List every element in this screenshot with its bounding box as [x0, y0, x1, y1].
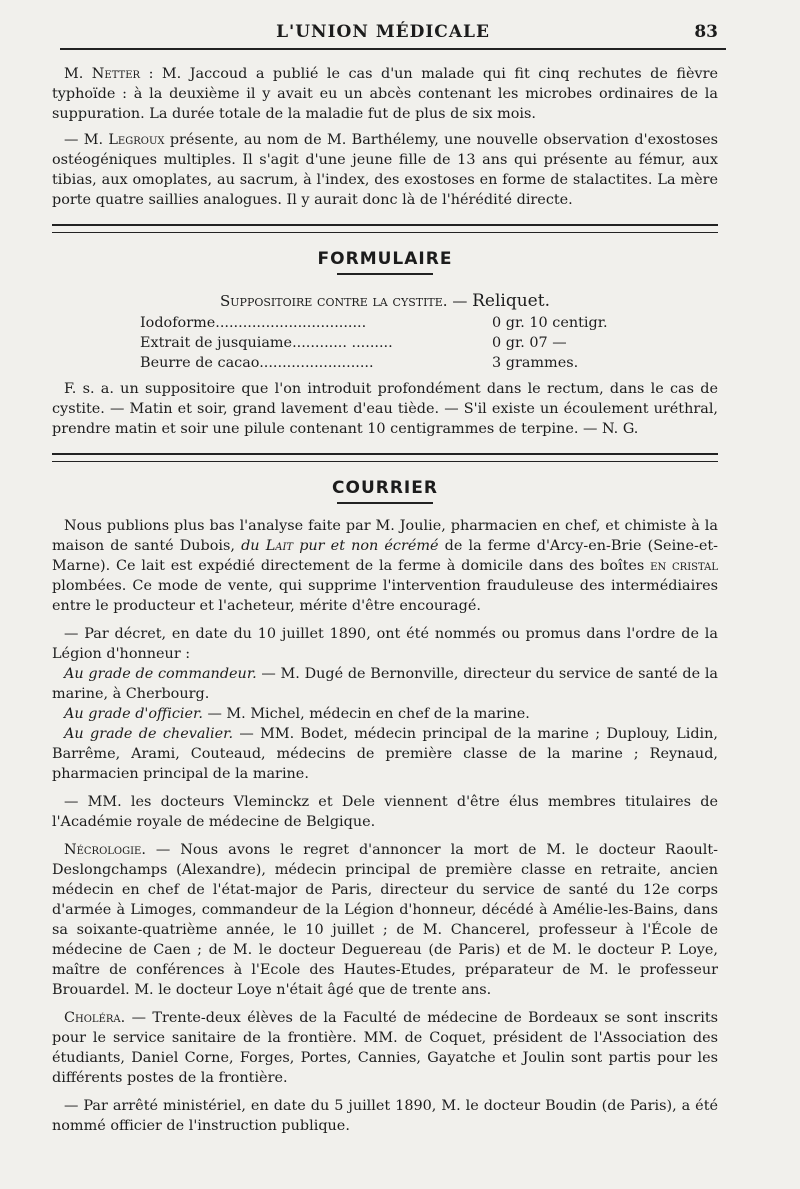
courrier-paragraph-cholera: [52, 1008, 718, 1088]
intro-paragraph-2-text: présente, au nom de M. Barthélemy, une nouvelle observation d'exostoses ostéogéniques multiples. Il s'agit d'une jeune fille de 13 ans qui présente au fémur, aux tibias, aux omoplates, au sacrum, à l'index, des exostoses en forme de stalactites. La mère porte quatre saillies analogues. Il y aurait donc là de l'hérédité directe.: [52, 132, 718, 208]
milk-text-pur: pur et non écrémé: [293, 538, 439, 554]
milk-text-e: de la ferme d'Arcy-en-Brie (Seine-et-Marne). Ce lait est expédié directement de la ferme à domicile dans des boîtes: [52, 538, 718, 574]
cholera-text: — Trente-deux élèves de la Faculté de médecine de Bordeaux se sont inscrits pour le service sanitaire de la frontière. MM. de Coquet, président de l'Association des étudiants, Daniel Corne, Forges, Portes, Cannies, Gayatche et Joulin sont partis pour les différents postes de la frontière.: [52, 1010, 718, 1086]
grade-commandeur-label: Au grade de commandeur.: [64, 666, 257, 682]
courrier-paragraph-chevalier: [52, 724, 718, 784]
recipe-heading: [52, 291, 718, 311]
milk-text-du: du: [241, 538, 266, 554]
ingredient-name: Extrait de jusquiame............ .........: [140, 335, 393, 351]
recipe-author: Reliquet.: [472, 291, 550, 311]
grade-chevalier-text: — MM. Bodet, médecin principal de la marine ; Duplouy, Lidin, Barrême, Arami, Couteaud, médecins de première classe de la marine ; Reynaud, pharmacien principal de la marine.: [52, 726, 718, 782]
courrier-paragraph-belgique: — MM. les docteurs Vleminckz et Dele viennent d'être élus membres titulaires de l'Académie royale de médecine de Belgique.: [52, 794, 718, 830]
speaker-legroux: Legroux: [108, 132, 165, 148]
recipe-dash: —: [447, 292, 473, 310]
necrologie-label: Nécrologie.: [64, 842, 146, 858]
cholera-label: Choléra.: [64, 1010, 126, 1026]
courrier-paragraph-arrete: — Par arrêté ministériel, en date du 5 juillet 1890, M. le docteur Boudin (de Paris), a été nommé officier de l'instruction publique.: [52, 1098, 718, 1134]
ingredient-row: [140, 353, 608, 373]
page-content: [52, 64, 718, 1136]
ingredient-row: [140, 333, 608, 353]
grade-chevalier-label: Au grade de chevalier.: [64, 726, 234, 742]
ingredient-name: Beurre de cacao.........................: [140, 355, 374, 371]
courrier-title: COURRIER: [332, 478, 438, 498]
page-number: 83: [694, 22, 718, 42]
ingredient-quantity: 3 grammes.: [492, 355, 579, 371]
courrier-paragraph-officier: [52, 704, 718, 724]
speaker-netter: M. Netter: [64, 66, 141, 82]
ingredient-row: [140, 313, 608, 333]
milk-text-g: plombées. Ce mode de vente, qui supprime l'intervention frauduleuse des intermédiaires entre le producteur et l'acheteur, mérite d'être encouragé.: [52, 578, 718, 614]
section-divider-2: [52, 453, 718, 462]
formulaire-title-underline: [337, 273, 433, 275]
intro-paragraph-1-text: : M. Jaccoud a publié le cas d'un malade qui fit cinq rechutes de fièvre typhoïde : à la deuxième il y avait eu un abcès contenant les microbes ordinaires de la suppuration. La durée totale de la maladie fut de plus de six mois.: [52, 66, 718, 122]
courrier-paragraph-necrologie: [52, 840, 718, 1000]
recipe-title: Suppositoire contre la cystite.: [220, 292, 448, 310]
milk-text-a: Nous publions plus bas l'analyse faite par M. Joulie, pharmacien en chef, et chimiste à la maison de santé Dubois,: [52, 518, 718, 554]
formulaire-title: FORMULAIRE: [317, 249, 453, 269]
milk-text-lait: Lait: [265, 538, 294, 554]
intro-paragraph-2-prefix: — M.: [64, 132, 109, 148]
ingredient-quantity: 0 gr. 10 centigr.: [492, 315, 608, 331]
section-divider-1: [52, 224, 718, 233]
ingredient-quantity: 0 gr. 07 —: [492, 335, 567, 351]
intro-paragraph-2: [52, 130, 718, 210]
grade-officier-label: Au grade d'officier.: [64, 706, 203, 722]
recipe-instructions: F. s. a. un suppositoire que l'on introduit profondément dans le rectum, dans le cas de cystite. — Matin et soir, grand lavement d'eau tiède. — S'il existe un écoulement uréthral, prendre matin et soir une pilule contenant 10 centigrammes de terpine. — N. G.: [52, 381, 718, 437]
header-rule: [60, 48, 726, 50]
courrier-paragraph-commandeur: [52, 664, 718, 704]
necrologie-text: — Nous avons le regret d'annoncer la mort de M. le docteur Raoult-Deslongchamps (Alexandre), médecin principal de première classe en retraite, ancien médecin en chef de l'état-major de Paris, directeur du service de santé du 12e corps d'armée à Limoges, commandeur de la Légion d'honneur, décédé à Amélie-les-Bains, dans sa soixante-quatrième année, le 10 juillet ; de M. Chancerel, professeur à l'École de médecine de Caen ; de M. le docteur Deguereau (de Paris) et de M. le docteur P. Loye, maître de conférences à l'Ecole des Hautes-Etudes, préparateur de M. le professeur Brouardel. M. le docteur Loye n'était âgé que de trente ans.: [52, 842, 718, 998]
milk-text-cristal: en cristal: [650, 558, 718, 574]
courrier-paragraph-milk: [52, 516, 718, 616]
page-header: [52, 22, 718, 52]
ingredient-name: Iodoforme.................................: [140, 315, 367, 331]
running-title: L'UNION MÉDICALE: [276, 22, 490, 42]
courrier-paragraph-decree: — Par décret, en date du 10 juillet 1890, ont été nommés ou promus dans l'ordre de la Légion d'honneur :: [52, 626, 718, 662]
recipe-ingredients: [140, 313, 608, 373]
grade-officier-text: — M. Michel, médecin en chef de la marine.: [202, 706, 530, 722]
courrier-title-underline: [337, 502, 433, 504]
intro-paragraph-1: [52, 64, 718, 124]
grade-commandeur-text: — M. Dugé de Bernonville, directeur du service de santé de la marine, à Cherbourg.: [52, 666, 719, 702]
